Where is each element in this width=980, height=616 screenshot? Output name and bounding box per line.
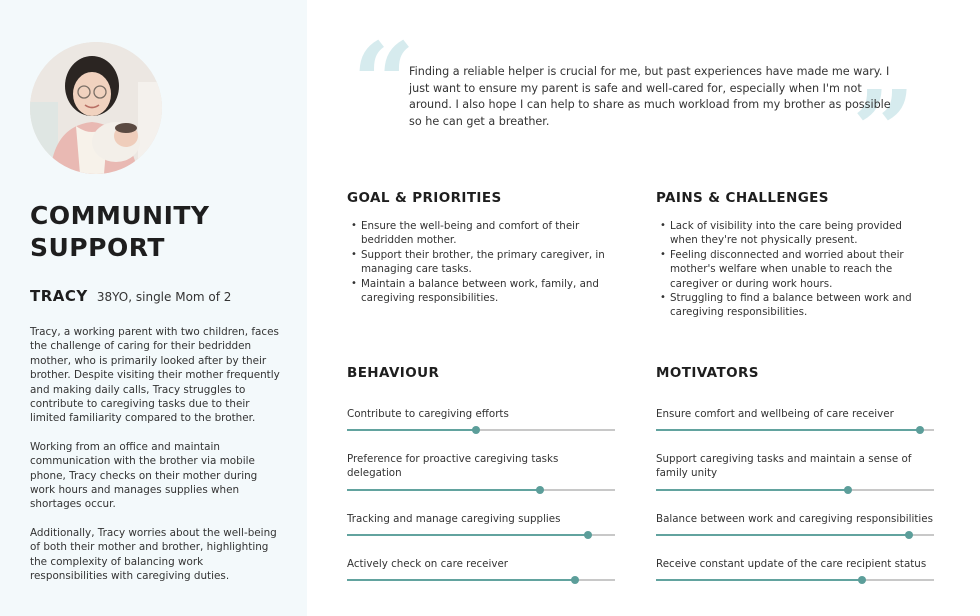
slider-knob [584,531,592,539]
list-item: • Support their brother, the primary caregiver, in managing care tasks. [347,248,609,277]
slider-label: Contribute to caregiving efforts [347,408,509,420]
slider-track [656,534,934,536]
list-item: • Feeling disconnected and worried about their mother's welfare when unable to reach the caregiver or during work hours. [656,248,918,291]
list-item: • Lack of visibility into the care being provided when they're not physically present. [656,219,918,248]
slider-knob [844,486,852,494]
persona-meta: 38YO, single Mom of 2 [96,290,232,304]
slider-label: Balance between work and caregiving responsibilities [656,513,933,525]
persona-identity [30,286,231,305]
slider-knob [571,576,579,584]
list-item: • Struggling to find a balance between work and caregiving responsibilities. [656,291,918,320]
list-item: • Ensure the well-being and comfort of their bedridden mother. [347,219,609,248]
pains-heading: PAINS & CHALLENGES [656,190,829,206]
persona-name: TRACY [30,287,88,305]
bio-paragraph: Additionally, Tracy worries about the well-being of both their mother and brother, highlighting the complexity of balancing work responsibilities with caregiving duties. [30,526,277,583]
slider-label: Receive constant update of the care recipient status [656,558,927,570]
page-title: COMMUNITY SUPPORT [30,201,210,262]
slider-label: Tracking and manage caregiving supplies [347,513,561,525]
motivator-slider [656,452,934,481]
slider-track [656,579,934,581]
slider-fill [656,534,909,536]
avatar [30,42,162,174]
slider-label: Preference for proactive caregiving tasks delegation [347,453,559,480]
slider-label: Actively check on care receiver [347,558,509,570]
slider-fill [347,579,575,581]
slider-label: Support caregiving tasks and maintain a sense of family unity [656,453,912,480]
slider-knob [536,486,544,494]
motivators-heading: MOTIVATORS [656,365,759,381]
behaviour-slider [347,452,615,481]
persona-quote: Finding a reliable helper is crucial for me, but past experiences have made me wary. I just want to ensure my parent is safe and well-cared for, especially when I'm not around. I also hope I can help to share as much workload from my brother as possible so he can get a breather. [409,65,891,128]
slider-fill [347,534,588,536]
slider-knob [858,576,866,584]
slider-fill [347,489,540,491]
persona-panel [0,0,307,616]
behaviour-heading: BEHAVIOUR [347,365,440,381]
goals-list [347,219,609,305]
slider-track [656,489,934,491]
avatar-photo [30,42,162,174]
behaviour-slider [347,407,615,421]
goals-heading: GOAL & PRIORITIES [347,190,502,206]
bio-paragraph: Tracy, a working parent with two children, faces the challenge of caring for their bedridden mother, who is primarily looked after by their brother. Despite visiting their mother frequently and making daily calls, Tracy struggles to contribute to caregiving tasks due to their limited familiarity compared to the brother. [30,326,280,425]
motivator-slider [656,557,934,571]
motivator-slider [656,407,934,421]
slider-track [347,579,615,581]
behaviour-slider [347,512,615,526]
slider-knob [472,426,480,434]
slider-track [347,489,615,491]
slider-track [656,429,934,431]
slider-label: Ensure comfort and wellbeing of care receiver [656,408,894,420]
slider-knob [905,531,913,539]
persona-bio [30,325,282,598]
bio-paragraph: Working from an office and maintain communication with the brother via mobile phone, Tracy checks on their mother during work hours and manages supplies when shortages occur. [30,440,258,511]
list-item: • Maintain a balance between work, family, and caregiving responsibilities. [347,277,609,306]
slider-fill [347,429,476,431]
slider-fill [656,489,848,491]
open-quote-icon: “ [352,18,416,147]
pains-list [656,219,918,320]
motivator-slider [656,512,934,526]
close-quote-icon: ” [852,66,916,195]
slider-knob [916,426,924,434]
behaviour-slider [347,557,615,571]
slider-fill [656,579,862,581]
slider-track [347,429,615,431]
slider-fill [656,429,920,431]
slider-track [347,534,615,536]
